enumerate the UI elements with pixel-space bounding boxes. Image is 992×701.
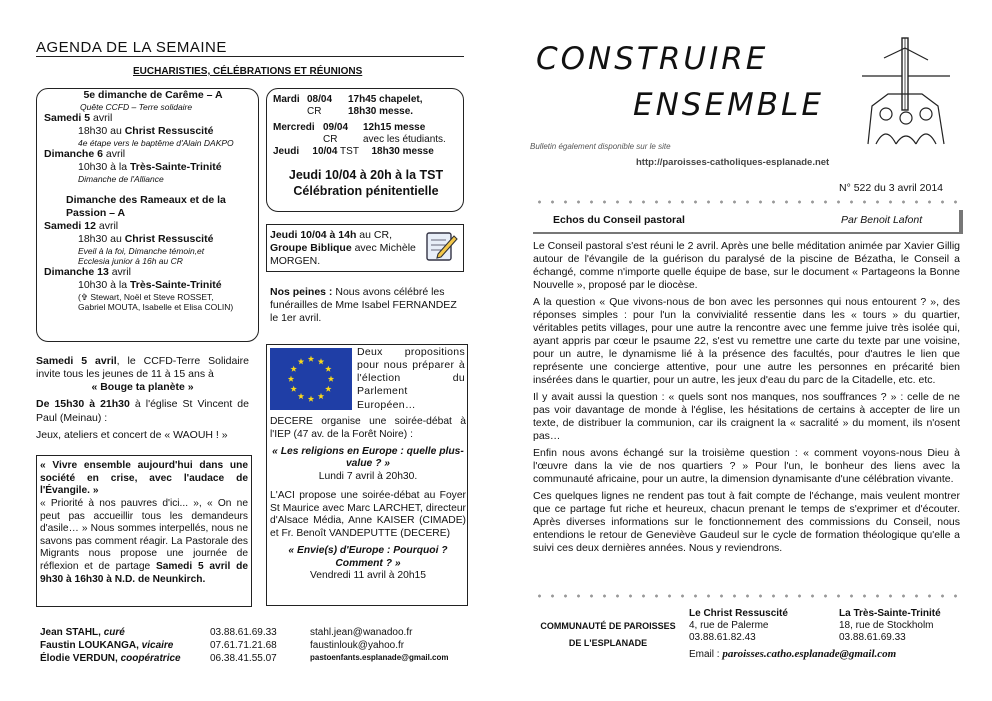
europe-date-1: Lundi 7 avril à 20h30. bbox=[318, 471, 418, 483]
sat12-note-1: Eveil à la foi, Dimanche témoin,et bbox=[78, 245, 205, 256]
dotted-separator bbox=[533, 594, 963, 598]
contacts bbox=[40, 627, 470, 665]
contact-email: Email : paroisses.catho.esplanade@gmail.com bbox=[689, 648, 897, 660]
church-logo-icon bbox=[858, 36, 954, 152]
schedule-row: Mercredi 09/04 CR 12h15 messe avec les étudiants. bbox=[273, 122, 446, 145]
ccfd-jeux: Jeux, ateliers et concert de « WAOUH ! » bbox=[36, 428, 228, 441]
europe-content bbox=[270, 416, 466, 583]
sat12-line: Samedi 12 avril bbox=[44, 219, 119, 232]
community-name: COMMUNAUTÉ DE PAROISSES DE L'ESPLANADE bbox=[540, 621, 676, 649]
masthead-title-1: CONSTRUIRE bbox=[536, 41, 769, 77]
bulletin-note: Bulletin également disponible sur le site bbox=[530, 142, 671, 151]
article-author: Par Benoit Lafont bbox=[841, 214, 923, 226]
biblique-text: Jeudi 10/04 à 14h au CR, Groupe Biblique avec Michèle MORGEN. bbox=[270, 229, 416, 268]
sun13-note-2: Gabriel MOUTA, Isabelle et Elisa COLIN) bbox=[78, 302, 234, 313]
sun13-line: Dimanche 13 avril bbox=[44, 266, 131, 279]
ccfd-time: De 15h30 à 21h30 à l'église St Vincent de Paul (Meinau) : bbox=[36, 398, 249, 424]
sun13-time: 10h30 à la Très-Sainte-Trinité bbox=[78, 279, 222, 291]
ccfd-title: « Bouge ta planète » bbox=[91, 381, 194, 394]
europe-date-2: Vendredi 11 avril à 20h15 bbox=[309, 570, 427, 582]
sunday5-title: 5e dimanche de Carême – A bbox=[83, 89, 223, 101]
contact-row: Élodie VERDUN, coopératrice 06.38.41.55.07 pastoenfants.esplanade@gmail.com bbox=[40, 652, 449, 664]
sat5-note: 4e étape vers le baptême d'Alain DAKPO bbox=[78, 137, 234, 148]
article-paragraph: A la question « Que vivons-nous de bon avec les personnes qui nous entourent ? », des réponses simples : pour l'un la convivialité ressentie dans les « tours » du quartier, véritables petits villages, pour une autre la rencontre avec une femme juive très isolée qui, ayant appris par cœur le psaume 22, s'est vu remettre une carte du texte par une voisine, pour un autre, le dynamisme lié à la présence des facultés, pour d'autres le lien que représente une concierge attentive, pour une autre les personnes en précarité bien insérées dans le quartier, pour un autre, les jeux d'eau du parc de la Citadelle, etc. etc. bbox=[533, 296, 960, 387]
article-body bbox=[533, 240, 960, 559]
europe-aci: L'ACI propose une soirée-débat au Foyer St Maurice avec Marc LARCHET, directeur d'Alsace Média, Anne KAISER (CIMADE) et Fr. Benoît VANDEPUTTE (DECERE) bbox=[270, 489, 466, 540]
agenda-title: AGENDA DE LA SEMAINE bbox=[36, 39, 227, 56]
schedule-row: Mardi 08/04 CR 17h45 chapelet, 18h30 messe. bbox=[273, 94, 423, 117]
ccfd-block bbox=[36, 355, 249, 446]
sun6-note: Dimanche de l'Alliance bbox=[78, 173, 164, 184]
ccfd-intro: Samedi 5 avril, le CCFD-Terre Solidaire invite tous les jeunes de 11 à 15 ans à bbox=[36, 355, 250, 381]
masthead-title-2: ENSEMBLE bbox=[633, 87, 824, 123]
sat5-line: Samedi 5 avril bbox=[44, 112, 113, 125]
article-title: Echos du Conseil pastoral bbox=[553, 214, 685, 226]
europe-title-2: « Envie(s) d'Europe : Pourquoi ? Comment ? » bbox=[288, 544, 448, 569]
dotted-separator bbox=[533, 200, 963, 204]
sat12-time: 18h30 au Christ Ressuscité bbox=[78, 232, 214, 245]
schedule-row: Jeudi 10/04 TST 18h30 messe bbox=[273, 146, 434, 157]
notepad-icon bbox=[424, 228, 460, 268]
sunday5-sub: Quête CCFD – Terre solidaire bbox=[80, 101, 193, 112]
europe-title-1: « Les religions en Europe : quelle plus-value ? » bbox=[272, 445, 464, 470]
contact-row: Jean STAHL, curé 03.88.61.69.33 stahl.jean@wanadoo.fr bbox=[40, 627, 413, 638]
penitential-line-1: Jeudi 10/04 à 20h à la TST bbox=[288, 168, 444, 182]
sat5-time: 18h30 au Christ Ressuscité bbox=[78, 125, 214, 137]
article-paragraph: Ces quelques lignes ne rendent pas tout à fait compte de l'échange, mais veulent montrer que ce partage fut riche et heureux, chacun prenant le temps de s'exprimer et d'écouter. Après diverses informations sur le fonctionnement des commissions du Conseil, nous entendions le retour de Geneviève Gaudeul sur le cycle de formation théologique qu'elle a suivi ces deux dernières années. Nous y reviendrons. bbox=[533, 490, 960, 555]
sun6-time: 10h30 à la Très-Sainte-Trinité bbox=[78, 161, 222, 173]
article-paragraph: Le Conseil pastoral s'est réuni le 2 avril. Après une belle méditation animée par Xavier Gillig autour de l'évangile de la guérison du paralysé de la piscine de Bézatha, le Conseil a échangé, comme n'importe quelle équipe de base, sur le document « Partageons la Bonne Nouvelle », proposé par le diocèse. bbox=[533, 240, 960, 292]
sun13-note-1: (✞ Stewart, Noël et Steve ROSSET, bbox=[78, 291, 214, 302]
vivre-content bbox=[40, 460, 248, 586]
sat12-note-2: Ecclesia junior à 16h au CR bbox=[78, 255, 183, 266]
celebrations-content bbox=[44, 89, 256, 312]
sun6-line: Dimanche 6 avril bbox=[44, 148, 126, 161]
rameaux-title: Dimanche des Rameaux et de la Passion – A bbox=[66, 194, 226, 219]
schedule-table bbox=[273, 94, 463, 200]
europe-intro: Deux propositions pour nous préparer à l'élection du Parlement Européen… bbox=[357, 346, 465, 411]
article-paragraph: Il y avait aussi la question : « quels sont nos manques, nos souffrances ? » : celle de ne pas voir davantage de monde à l'église, les hésitations de certains à accepter de lire un texte, de distribuer la communion, car ils craignent la « sacralité » du moment, ils n'osent pas… bbox=[533, 391, 960, 443]
peines-text: Nos peines : Nous avons célébré les funérailles de Mme Isabel FERNANDEZ le 1er avril. bbox=[270, 286, 457, 325]
agenda-rule bbox=[36, 56, 464, 57]
section-title: EUCHARISTIES, CÉLÉBRATIONS ET RÉUNIONS bbox=[133, 66, 363, 77]
website[interactable]: http://paroisses-catholiques-esplanade.net bbox=[636, 157, 830, 168]
vivre-text: « Priorité à nos pauvres d'ici... », « On ne peut pas accueillir tous les demandeurs d'asile… » Nous sommes interpellés, nous ne savons pas comment réagir. La Pastorale des Migrants nous propose une journée de réflexion et de partage Samedi 5 avril de 9h30 à 16h30 à N.D. de Neunkirch. bbox=[40, 497, 248, 585]
europe-decere: DECERE organise une soirée-débat à l'IEP (47 av. de la Forêt Noire) : bbox=[270, 416, 466, 440]
issue-number: N° 522 du 3 avril 2014 bbox=[839, 182, 944, 194]
contact-row: Faustin LOUKANGA, vicaire 07.61.71.21.68 faustinlouk@yahoo.fr bbox=[40, 639, 405, 651]
eu-flag-icon bbox=[270, 348, 352, 414]
parish-trinite: La Très-Sainte-Trinité 18, rue de Stockholm 03.88.61.69.33 bbox=[839, 608, 941, 643]
penitential-line-2: Célébration pénitentielle bbox=[293, 184, 439, 199]
article-paragraph: Enfin nous avons échangé sur la troisième question : « comment voyons-nous Dieu à l'œuvre dans la vie de nos quartiers ? » Pour l'un, le bonheur des liens avec la communauté africaine, pour un autre, la dimension dynamisante d'une célébration vivante. bbox=[533, 447, 960, 486]
vivre-title: « Vivre ensemble aujourd'hui dans une société en crise, avec l'audace de l'Évangile. » bbox=[40, 460, 248, 497]
email-link[interactable]: paroisses.catho.esplanade@gmail.com bbox=[722, 648, 897, 660]
parish-christ: Le Christ Ressuscité 4, rue de Palerme 03.88.61.82.43 bbox=[689, 608, 788, 643]
